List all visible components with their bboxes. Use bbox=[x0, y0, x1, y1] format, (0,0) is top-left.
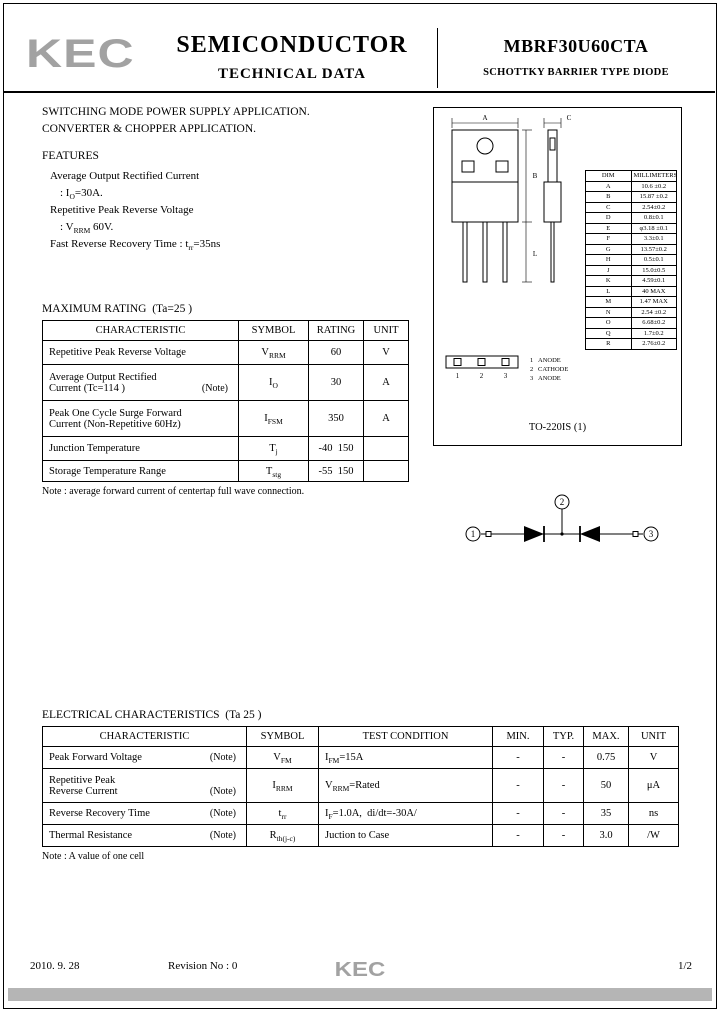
pin-list bbox=[530, 356, 568, 383]
footer-kec-logo: KEC bbox=[334, 958, 386, 982]
dim-label-b: B bbox=[532, 172, 538, 180]
schematic-pin-1: 1 bbox=[470, 529, 476, 539]
table-row: Reverse Recovery Time (Note) $t_{rr}$ $I_F=1.0A$, di/dt=-30A/ - - 35 ns bbox=[43, 803, 679, 825]
applications bbox=[42, 104, 310, 138]
dim-row: H 0.5±0.1 bbox=[586, 255, 677, 266]
features-list bbox=[50, 168, 220, 253]
electrical-table bbox=[42, 726, 679, 847]
footer bbox=[0, 956, 720, 980]
dim-row: M 1.47 MAX bbox=[586, 297, 677, 308]
table-row: Peak Forward Voltage (Note) $V_{FM}$ $I_{FM}=15A$ - - 0.75 V bbox=[43, 747, 679, 769]
package-name: TO-220IS (1) bbox=[528, 422, 587, 433]
package-drawing bbox=[436, 114, 588, 356]
column-header: UNIT bbox=[364, 321, 409, 341]
column-header: TEST CONDITION bbox=[319, 727, 493, 747]
pin-number: 3 bbox=[503, 372, 508, 380]
dim-label-l: L bbox=[532, 250, 538, 258]
table-header-row bbox=[43, 727, 679, 747]
device-type: SCHOTTKY BARRIER TYPE DIODE bbox=[483, 67, 669, 78]
table-row: Storage Temperature Range $T_{stg}$ -55 150 bbox=[43, 461, 409, 482]
table-row: Repetitive Peak Reverse Voltage $V_{RRM}$ 60 V bbox=[43, 341, 409, 365]
pin-list-item: 2 CATHODE bbox=[530, 366, 569, 373]
diode-2-icon bbox=[580, 526, 600, 542]
dimension-table bbox=[585, 170, 677, 350]
column-header: MIN. bbox=[493, 727, 544, 747]
electrical-note: Note : A value of one cell bbox=[42, 851, 145, 862]
electrical-title: ELECTRICAL CHARACTERISTICS (Ta 25 ) bbox=[42, 709, 262, 721]
header-part-block bbox=[440, 36, 712, 78]
column-header: UNIT bbox=[629, 727, 679, 747]
table-row: Thermal Resistance (Note) $R_{th(j-c)}$ Juction to Case - - 3.0 /W bbox=[43, 825, 679, 847]
dim-label-c: C bbox=[566, 114, 572, 122]
feature-item: Fast Reverse Recovery Time : $t_{rr}=35ns$ bbox=[50, 238, 221, 253]
schematic-pin-3: 3 bbox=[648, 529, 654, 539]
dim-row: K 4.59±0.1 bbox=[586, 276, 677, 287]
feature-item: : $I_O=30A$. bbox=[60, 187, 103, 202]
part-number: MBRF30U60CTA bbox=[503, 36, 649, 56]
dim-row: N 2.54 ±0.2 bbox=[586, 307, 677, 318]
pin-number: 1 bbox=[455, 372, 460, 380]
dim-header-row: DIM MILLIMETERS bbox=[586, 171, 677, 182]
dim-row: J 15.0±0.5 bbox=[586, 265, 677, 276]
header-title-block bbox=[148, 32, 436, 83]
application-line: CONVERTER & CHOPPER APPLICATION. bbox=[42, 123, 257, 135]
pin-list-item: 3 ANODE bbox=[530, 375, 561, 382]
features-title: FEATURES bbox=[42, 150, 99, 162]
table-row: Junction Temperature $T_j$ -40 150 bbox=[43, 437, 409, 461]
package-outline-box bbox=[433, 107, 682, 446]
table-row: Peak One Cycle Surge Forward Current (Non-Repetitive 60Hz) $I_{FSM}$ 350 A bbox=[43, 401, 409, 437]
footer-bar bbox=[8, 988, 712, 1001]
column-header: CHARACTERISTIC bbox=[43, 727, 247, 747]
column-header: SYMBOL bbox=[239, 321, 309, 341]
header-rule bbox=[4, 91, 715, 93]
pin-list-item: 1 ANODE bbox=[530, 357, 561, 364]
header-title-semiconductor: SEMICONDUCTOR bbox=[176, 32, 408, 58]
dim-row: G 13.57±0.2 bbox=[586, 244, 677, 255]
header-divider bbox=[437, 28, 438, 88]
feature-item: Average Output Rectified Current bbox=[50, 170, 200, 182]
dim-row: R 2.76±0.2 bbox=[586, 339, 677, 350]
dim-row: L 40 MAX bbox=[586, 286, 677, 297]
dim-row: E φ3.18 ±0.1 bbox=[586, 223, 677, 234]
table-row: Repetitive Peak Reverse Current (Note) $I_{RRM}$ $V_{RRM}=Rated$ - - 50 μA bbox=[43, 769, 679, 803]
column-header: TYP. bbox=[544, 727, 584, 747]
max-rating-table bbox=[42, 320, 409, 482]
dim-row: D 0.8±0.1 bbox=[586, 213, 677, 224]
header-title-technical-data: TECHNICAL DATA bbox=[217, 66, 367, 82]
dim-row: C 2.54±0.2 bbox=[586, 202, 677, 213]
column-header: MAX. bbox=[584, 727, 629, 747]
dim-row: B 15.87 ±0.2 bbox=[586, 192, 677, 203]
feature-item: : $V_{RRM}$ 60V. bbox=[60, 221, 114, 236]
table-header-row bbox=[43, 321, 409, 341]
dim-row: A 10.6 ±0.2 bbox=[586, 181, 677, 192]
table-row: Average Output Rectified Current (Tc=114 ) (Note) $I_O$ 30 A bbox=[43, 365, 409, 401]
column-header: RATING bbox=[309, 321, 364, 341]
column-header: SYMBOL bbox=[247, 727, 319, 747]
dim-row: Q 1.7±0.2 bbox=[586, 328, 677, 339]
schematic-pin-2: 2 bbox=[559, 497, 565, 507]
feature-item: Repetitive Peak Reverse Voltage bbox=[50, 204, 194, 216]
dim-row: O 6.68±0.2 bbox=[586, 318, 677, 329]
max-rating-note: Note : average forward current of centertap full wave connection. bbox=[42, 486, 305, 497]
footer-date: 2010. 9. 28 bbox=[30, 960, 80, 972]
dim-row: F 3.3±0.1 bbox=[586, 234, 677, 245]
application-line: SWITCHING MODE POWER SUPPLY APPLICATION. bbox=[42, 106, 310, 118]
dim-label-a: A bbox=[482, 114, 488, 122]
diode-schematic bbox=[462, 490, 662, 562]
footer-page-number: 1/2 bbox=[677, 960, 692, 972]
max-rating-title: MAXIMUM RATING (Ta=25 ) bbox=[42, 303, 193, 315]
column-header: CHARACTERISTIC bbox=[43, 321, 239, 341]
diode-1-icon bbox=[524, 526, 544, 542]
kec-logo: KEC bbox=[26, 30, 135, 76]
pin-footprint-drawing bbox=[444, 354, 522, 386]
footer-revision: Revision No : 0 bbox=[168, 960, 238, 972]
pin-number: 2 bbox=[479, 372, 484, 380]
